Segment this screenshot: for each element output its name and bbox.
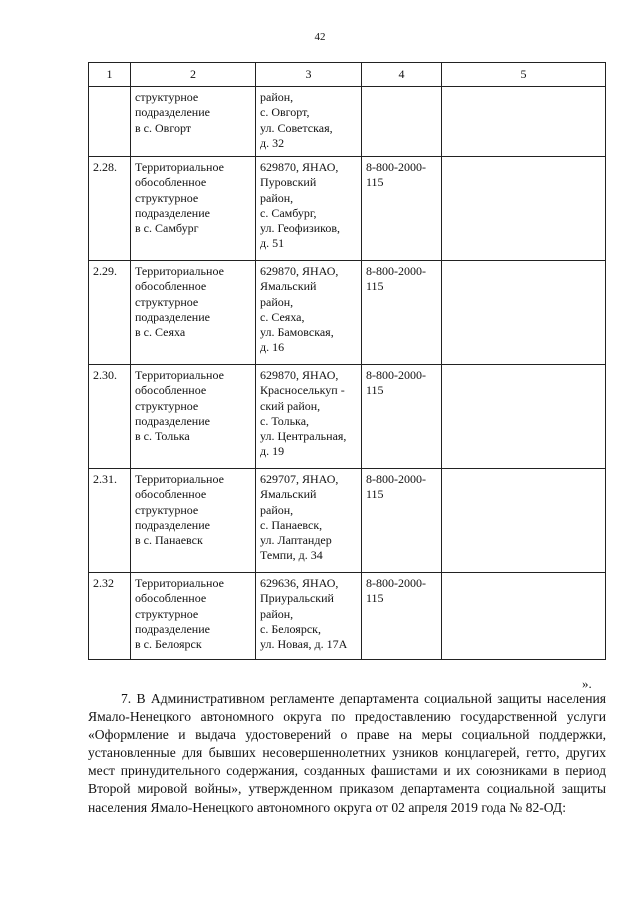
name-cell	[131, 365, 256, 469]
address-cell-line: с. Самбург,	[260, 205, 317, 220]
phone-cell-line: 8-800-2000-	[366, 160, 426, 174]
phone-cell-line: 8-800-2000-	[366, 576, 426, 590]
name-cell-line: Территориальное	[135, 264, 224, 278]
name-cell-line: подразделение	[135, 413, 210, 428]
address-cell	[256, 87, 362, 157]
table-header-row	[89, 63, 606, 87]
address-cell-line: ул. Новая, д. 17А	[260, 637, 348, 652]
name-cell-line: Территориальное	[135, 576, 224, 590]
address-cell-line: ул. Лаптандер	[260, 533, 332, 548]
phone-cell	[362, 87, 442, 157]
name-cell-line: Территориальное	[135, 368, 224, 382]
address-cell-line: Ямальский	[260, 487, 317, 502]
address-cell-line: ул. Бамовская,	[260, 325, 334, 340]
phone-cell-line: 8-800-2000-	[366, 368, 426, 382]
name-cell-line: структурное	[135, 190, 199, 205]
phone-cell	[362, 261, 442, 365]
row-number-cell	[89, 87, 131, 157]
phone-cell-line: 115	[366, 279, 384, 294]
name-cell-line: в с. Толька	[135, 429, 190, 444]
address-cell	[256, 573, 362, 660]
page-number: 42	[314, 31, 326, 43]
column-5-cell	[442, 157, 606, 261]
name-cell-line: структурное	[135, 502, 199, 517]
column-5-cell	[442, 261, 606, 365]
phone-cell-line: 115	[366, 487, 384, 502]
phone-cell-line: 8-800-2000-	[366, 264, 426, 278]
address-cell	[256, 157, 362, 261]
row-number-cell: 2.28.	[89, 157, 131, 261]
address-cell-line: Приуральский	[260, 591, 334, 606]
name-cell	[131, 261, 256, 365]
phone-cell	[362, 469, 442, 573]
address-cell-line: д. 51	[260, 236, 285, 251]
address-cell-line: с. Овгорт,	[260, 105, 310, 120]
header-cell-4: 4	[362, 63, 442, 87]
address-cell-line: с. Белоярск,	[260, 621, 321, 636]
table-row	[89, 365, 606, 469]
address-cell-line: район,	[260, 606, 294, 621]
name-cell-line: в с. Белоярск	[135, 637, 202, 652]
address-cell-line: д. 32	[260, 135, 285, 150]
phone-cell-line: 115	[366, 591, 384, 606]
phone-cell-line: 115	[366, 383, 384, 398]
address-cell-line: Красноселькуп -	[260, 383, 345, 398]
name-cell-line: структурное	[135, 294, 199, 309]
header-cell-5: 5	[442, 63, 606, 87]
address-cell-line: Пуровский	[260, 175, 317, 190]
name-cell	[131, 469, 256, 573]
address-cell	[256, 261, 362, 365]
address-cell-line: д. 16	[260, 340, 285, 355]
name-cell-line: структурное	[135, 606, 199, 621]
column-5-cell	[442, 469, 606, 573]
address-cell-line: 629870, ЯНАО,	[260, 160, 339, 174]
name-cell-line: подразделение	[135, 105, 210, 120]
address-cell-line: ул. Геофизиков,	[260, 221, 341, 236]
body-paragraph	[88, 690, 606, 817]
address-cell-line: ул. Центральная,	[260, 429, 347, 444]
table-body	[89, 87, 606, 660]
name-cell-line: обособленное	[135, 175, 207, 190]
name-cell-line: в с. Овгорт	[135, 120, 192, 135]
row-number-cell: 2.30.	[89, 365, 131, 469]
closing-quote: ».	[582, 676, 592, 691]
phone-cell	[362, 365, 442, 469]
address-cell-line: 629870, ЯНАО,	[260, 264, 339, 278]
address-cell-line: Темпи, д. 34	[260, 548, 323, 563]
table-row	[89, 261, 606, 365]
header-cell-1: 1	[89, 63, 131, 87]
name-cell	[131, 87, 256, 157]
address-cell-line: с. Панаевск,	[260, 517, 323, 532]
column-5-cell	[442, 573, 606, 660]
name-cell-line: обособленное	[135, 487, 207, 502]
name-cell-line: подразделение	[135, 205, 210, 220]
phone-cell-line: 115	[366, 175, 384, 190]
header-cell-3: 3	[256, 63, 362, 87]
address-cell-line: район,	[260, 190, 294, 205]
name-cell-line: Территориальное	[135, 160, 224, 174]
name-cell	[131, 157, 256, 261]
table-row	[89, 157, 606, 261]
name-cell-line: структурное	[135, 90, 199, 104]
name-cell	[131, 573, 256, 660]
name-cell-line: структурное	[135, 398, 199, 413]
name-cell-line: обособленное	[135, 279, 207, 294]
address-cell-line: 629707, ЯНАО,	[260, 472, 339, 486]
name-cell-line: подразделение	[135, 621, 210, 636]
address-cell-line: район,	[260, 502, 294, 517]
row-number-cell: 2.29.	[89, 261, 131, 365]
name-cell-line: подразделение	[135, 517, 210, 532]
paragraph-text: 7. В Административном регламенте департамента социальной защиты населения Ямало-Ненецкого автономного округа по предоставлению государственной услуги «Оформление и выдача удостоверений о праве на меры социальной поддержки, установленные для бывших несовершеннолетних узников концлагерей, гетто, других мест принудительного содержания, созданных фашистами и их союзниками в период Второй мировой войны», утвержденном приказом департамента социальной защиты населения Ямало-Ненецкого автономного округа от 02 апреля 2019 года № 82-ОД:	[88, 691, 606, 815]
address-cell-line: с. Сеяха,	[260, 309, 305, 324]
column-5-cell	[442, 87, 606, 157]
name-cell-line: в с. Сеяха	[135, 325, 186, 340]
address-cell-line: 629870, ЯНАО,	[260, 368, 339, 382]
name-cell-line: обособленное	[135, 383, 207, 398]
row-number-cell: 2.31.	[89, 469, 131, 573]
phone-cell	[362, 157, 442, 261]
name-cell-line: Территориальное	[135, 472, 224, 486]
offices-table	[88, 62, 606, 660]
name-cell-line: в с. Самбург	[135, 221, 199, 236]
address-cell	[256, 365, 362, 469]
row-number-cell: 2.32	[89, 573, 131, 660]
name-cell-line: в с. Панаевск	[135, 533, 203, 548]
table-row	[89, 469, 606, 573]
address-cell-line: ул. Советская,	[260, 120, 333, 135]
column-5-cell	[442, 365, 606, 469]
name-cell-line: обособленное	[135, 591, 207, 606]
phone-cell-line: 8-800-2000-	[366, 472, 426, 486]
address-cell-line: с. Толька,	[260, 413, 310, 428]
address-cell-line: район,	[260, 294, 294, 309]
phone-cell	[362, 573, 442, 660]
address-cell-line: ский район,	[260, 398, 321, 413]
header-cell-2: 2	[131, 63, 256, 87]
table-row	[89, 573, 606, 660]
address-cell	[256, 469, 362, 573]
address-cell-line: д. 19	[260, 444, 285, 459]
address-cell-line: район,	[260, 90, 294, 104]
name-cell-line: подразделение	[135, 309, 210, 324]
table-row	[89, 87, 606, 157]
address-cell-line: Ямальский	[260, 279, 317, 294]
address-cell-line: 629636, ЯНАО,	[260, 576, 339, 590]
